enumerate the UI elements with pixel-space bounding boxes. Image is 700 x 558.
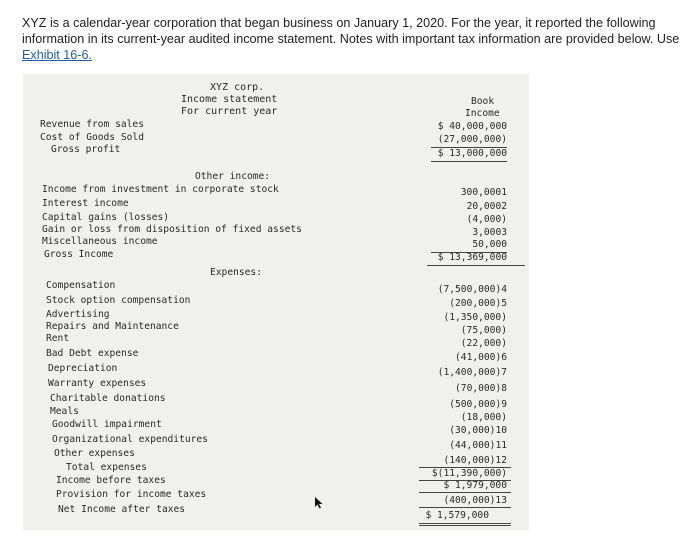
- underline: [431, 161, 507, 162]
- row-value: (1,400,000)7: [437, 367, 507, 378]
- row-value: 20,0002: [466, 201, 507, 212]
- row-value: (140,000)12: [443, 455, 507, 466]
- row-value: $ 1,979,000: [443, 480, 507, 491]
- row-value: 300,0001: [460, 187, 507, 198]
- row-value: 50,000: [472, 239, 507, 250]
- row-value: (400,000)13: [443, 495, 507, 506]
- row-label: Charitable donations: [50, 393, 166, 404]
- row-value: $ 13,369,000: [437, 252, 507, 263]
- row-label: Capital gains (losses): [42, 212, 170, 223]
- row-label: Advertising: [46, 309, 110, 320]
- company-name: XYZ corp.: [210, 82, 265, 93]
- row-value: (70,000)8: [455, 383, 507, 394]
- column-header-book: Book: [471, 96, 495, 107]
- row-value: (75,000): [460, 325, 507, 336]
- income-statement: [23, 74, 529, 530]
- row-label: Organizational expenditures: [52, 434, 208, 445]
- row-value: $ 1,579,000: [425, 510, 489, 521]
- exhibit-link[interactable]: Exhibit 16-6.: [22, 48, 93, 62]
- statement-title: Income statement: [181, 94, 278, 105]
- problem-intro: [22, 15, 692, 63]
- row-label: Cost of Goods Sold: [40, 132, 144, 143]
- row-value: (200,000)5: [449, 298, 507, 309]
- row-label: Income from investment in corporate stock: [42, 184, 279, 195]
- row-value: (44,000)11: [449, 440, 507, 451]
- row-label: Stock option compensation: [46, 295, 191, 306]
- row-label: Interest income: [42, 198, 129, 209]
- underline: [419, 523, 511, 524]
- row-label: Meals: [50, 406, 79, 417]
- underline: [419, 492, 511, 493]
- row-value: (30,000)10: [449, 425, 507, 436]
- row-value: (18,000): [460, 412, 507, 423]
- row-label: Bad Debt expense: [46, 348, 139, 359]
- row-value: (27,000,000): [437, 134, 507, 145]
- row-label: Net Income after taxes: [58, 504, 186, 515]
- underline: [419, 507, 511, 508]
- row-value: $ 13,000,000: [437, 148, 507, 159]
- row-label: Rent: [46, 333, 70, 344]
- other-income-heading: Other income:: [195, 171, 271, 182]
- row-label: Warranty expenses: [48, 378, 147, 389]
- row-label: Miscellaneous income: [42, 236, 158, 247]
- row-label: Gross Income: [44, 249, 114, 260]
- intro-text: XYZ is a calendar-year corporation that began business on January 1, 2020. For the year, it reported the following information in its current-year audited income statement. Notes with important tax information are provided below. Use: [22, 16, 680, 46]
- row-label: Depreciation: [48, 363, 118, 374]
- row-label: Repairs and Maintenance: [46, 321, 179, 332]
- column-header-income: Income: [465, 108, 500, 119]
- row-value: (41,000)6: [455, 352, 507, 363]
- row-value: (4,000): [466, 214, 507, 225]
- row-value: (500,000)9: [449, 399, 507, 410]
- row-label: Gross profit: [51, 144, 121, 155]
- statement-period: For current year: [181, 106, 278, 117]
- row-label: Gain or loss from disposition of fixed assets: [42, 224, 302, 235]
- row-label: Provision for income taxes: [56, 489, 207, 500]
- row-label: Revenue from sales: [40, 119, 144, 130]
- row-value: $(11,390,000): [431, 468, 507, 479]
- row-label: Goodwill impairment: [52, 419, 162, 430]
- row-label: Other expenses: [54, 448, 135, 459]
- row-label: Total expenses: [66, 462, 147, 473]
- underline: [427, 265, 525, 266]
- row-value: (22,000): [460, 338, 507, 349]
- expenses-heading: Expenses:: [210, 267, 262, 278]
- row-value: (7,500,000)4: [437, 284, 507, 295]
- row-label: Income before taxes: [56, 475, 166, 486]
- double-underline: [419, 525, 511, 526]
- row-value: 3,0003: [472, 227, 507, 238]
- row-value: (1,350,000): [443, 312, 507, 323]
- row-value: $ 40,000,000: [437, 121, 507, 132]
- row-label: Compensation: [46, 280, 116, 291]
